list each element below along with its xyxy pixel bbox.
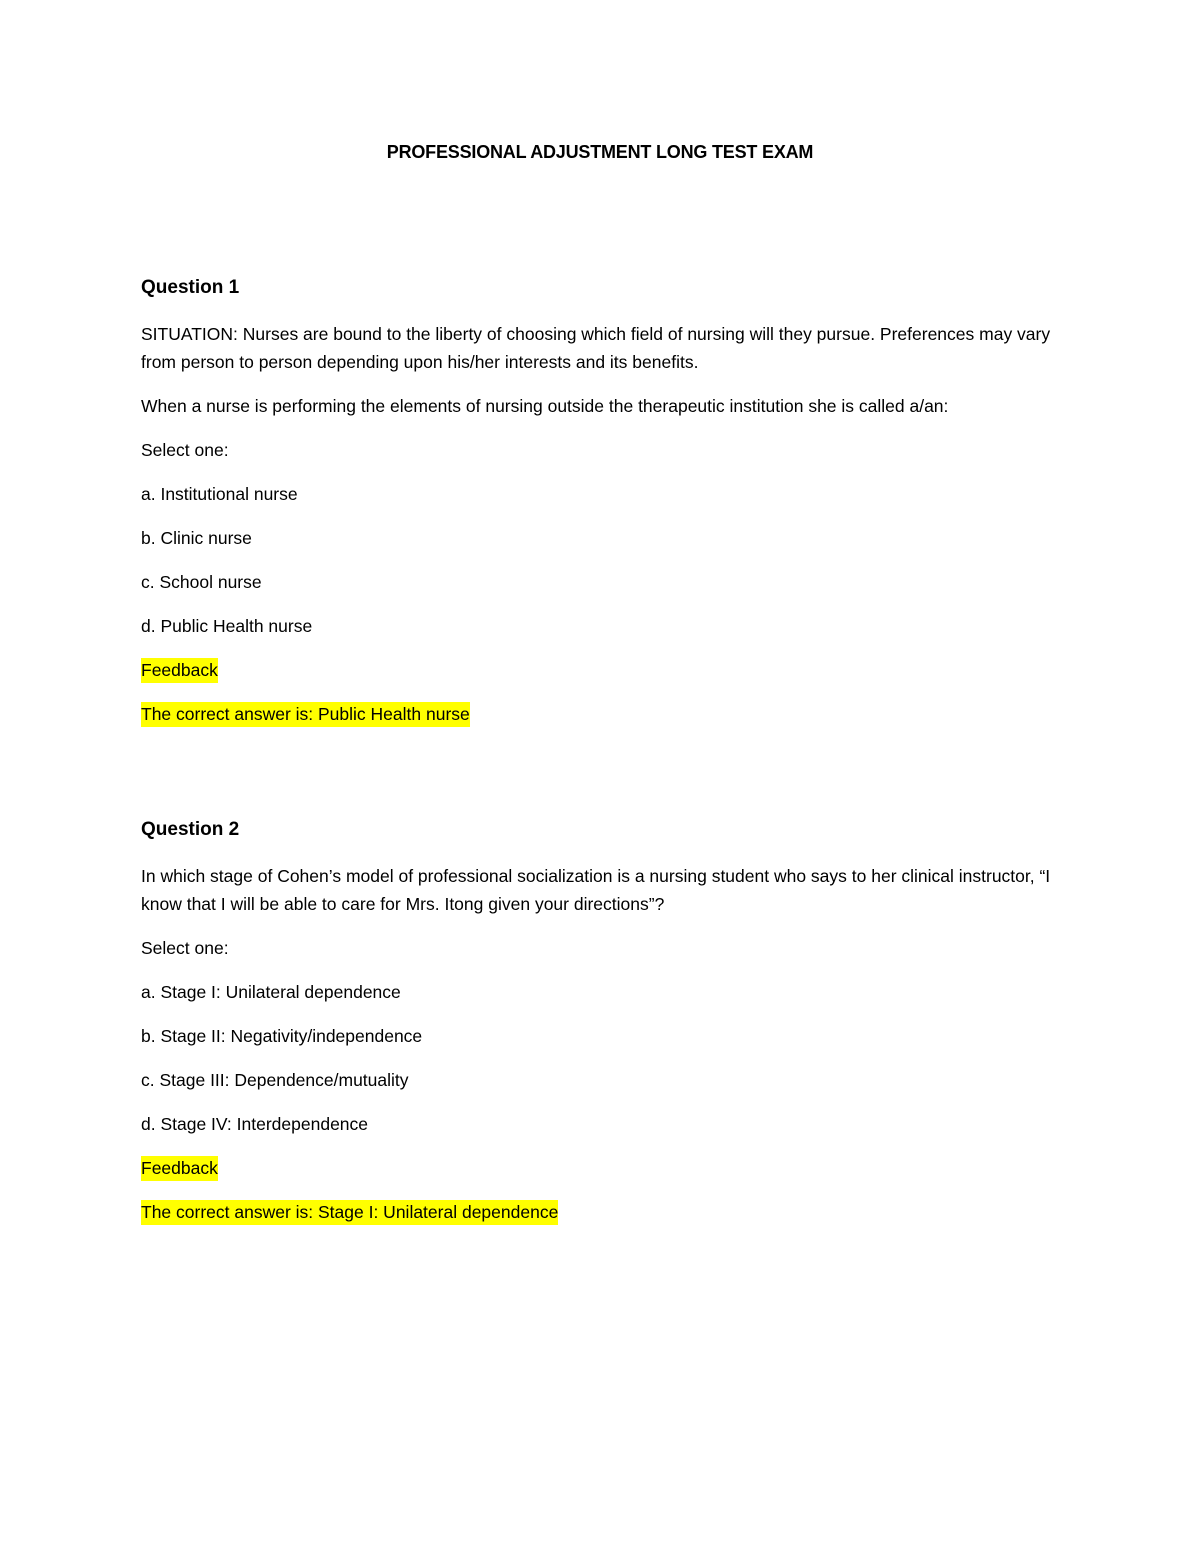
question-stem: When a nurse is performing the elements of nursing outside the therapeutic institution she is called a/an: xyxy=(141,396,949,416)
question-1 xyxy=(141,276,1071,744)
question-heading: Question 2 xyxy=(141,819,240,840)
answer-option: a. Stage I: Unilateral dependence xyxy=(141,982,401,1002)
answer-option: a. Institutional nurse xyxy=(141,484,298,504)
correct-answer-row xyxy=(141,700,1071,728)
question-heading: Question 1 xyxy=(141,277,240,298)
question-stem: In which stage of Cohen’s model of professional socialization is a nursing student who says to her clinical instructor, “I know that I will be able to care for Mrs. Itong given your directions”? xyxy=(141,866,1051,914)
document-title: PROFESSIONAL ADJUSTMENT LONG TEST EXAM xyxy=(386,142,814,162)
answer-option: b. Clinic nurse xyxy=(141,528,252,548)
answer-option: d. Public Health nurse xyxy=(141,616,313,636)
feedback-row xyxy=(141,1154,1071,1182)
answer-option: c. Stage III: Dependence/mutuality xyxy=(141,1070,409,1090)
question-situation: SITUATION: Nurses are bound to the liberty of choosing which field of nursing will they pursue. Preferences may vary from person to person depending upon his/her interests and its benefits. xyxy=(141,324,1051,372)
select-prompt: Select one: xyxy=(141,938,229,958)
feedback-row xyxy=(141,656,1071,684)
correct-answer: The correct answer is: Public Health nurse xyxy=(141,702,470,727)
answer-option: d. Stage IV: Interdependence xyxy=(141,1114,369,1134)
feedback-label: Feedback xyxy=(141,658,218,683)
correct-answer: The correct answer is: Stage I: Unilateral dependence xyxy=(141,1200,558,1225)
select-prompt: Select one: xyxy=(141,440,229,460)
question-2 xyxy=(141,818,1071,1242)
feedback-label: Feedback xyxy=(141,1156,218,1181)
answer-option: b. Stage II: Negativity/independence xyxy=(141,1026,423,1046)
answer-option: c. School nurse xyxy=(141,572,262,592)
correct-answer-row xyxy=(141,1198,1071,1226)
